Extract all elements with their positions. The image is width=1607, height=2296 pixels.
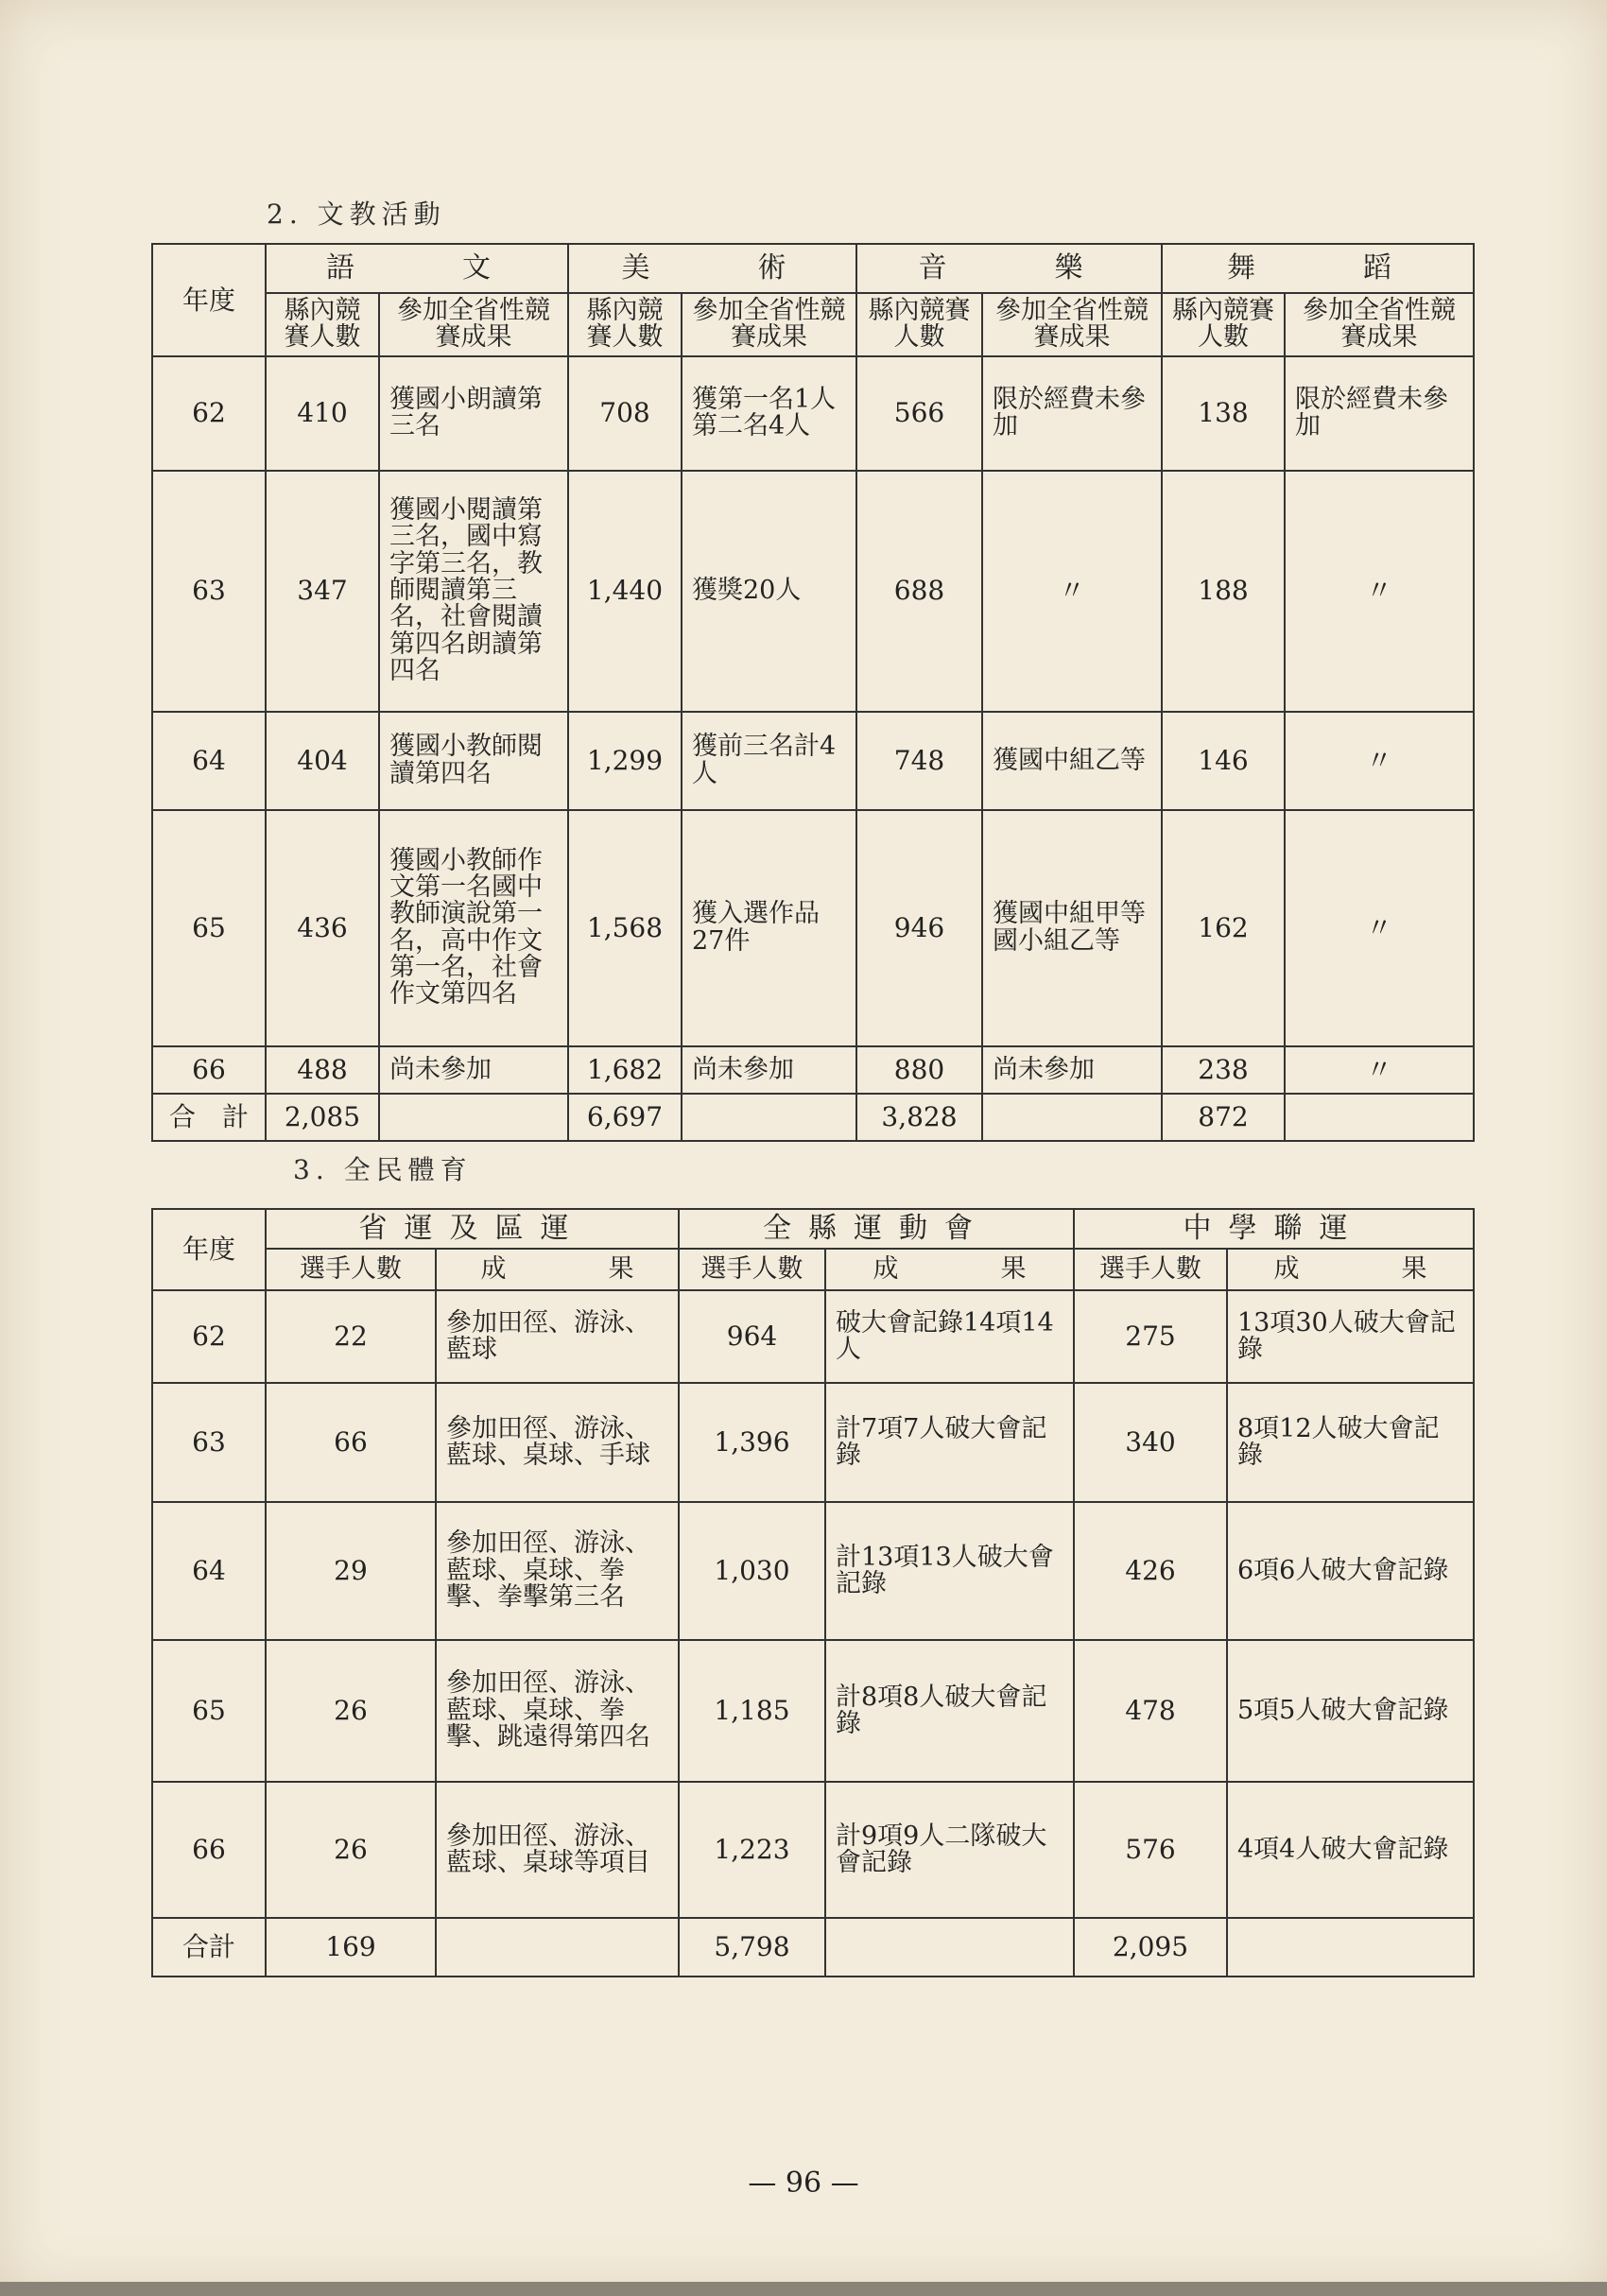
result-cell: 〃 — [1285, 810, 1474, 1046]
empty-cell — [982, 1094, 1162, 1141]
count-cell: 340 — [1074, 1383, 1227, 1502]
table-row — [152, 1782, 1474, 1918]
subheader-result: 成 果 — [825, 1249, 1074, 1290]
result-cell: 計13項13人破大會記錄 — [825, 1502, 1074, 1640]
result-cell: 參加田徑、游泳、藍球 — [436, 1290, 679, 1383]
total-label: 合計 — [152, 1918, 266, 1977]
table-row — [152, 712, 1474, 810]
table-row — [152, 1290, 1474, 1383]
table-row — [152, 1640, 1474, 1782]
total-cell: 6,697 — [568, 1094, 682, 1141]
total-cell: 872 — [1162, 1094, 1285, 1141]
page-number: — 96 — — [748, 2167, 859, 2200]
result-cell: 尚未參加 — [682, 1046, 856, 1094]
header-music: 音 樂 — [856, 244, 1162, 293]
result-cell: 限於經費未參加 — [982, 356, 1162, 471]
result-cell: 〃 — [1285, 712, 1474, 810]
year-cell: 64 — [152, 712, 266, 810]
header-school-games: 中學聯運 — [1074, 1209, 1474, 1249]
count-cell: 1,030 — [679, 1502, 825, 1640]
result-cell: 獲國中組乙等 — [982, 712, 1162, 810]
count-cell: 138 — [1162, 356, 1285, 471]
result-cell: 尚未參加 — [982, 1046, 1162, 1094]
count-cell: 1,223 — [679, 1782, 825, 1918]
result-cell: 〃 — [1285, 1046, 1474, 1094]
header-year: 年度 — [152, 244, 266, 356]
result-cell: 獲國小教師閱讀第四名 — [379, 712, 568, 810]
count-cell: 238 — [1162, 1046, 1285, 1094]
year-cell: 62 — [152, 1290, 266, 1383]
total-cell: 169 — [266, 1918, 436, 1977]
empty-cell — [1227, 1918, 1474, 1977]
count-cell: 22 — [266, 1290, 436, 1383]
total-label: 合 計 — [152, 1094, 266, 1141]
total-cell: 2,085 — [266, 1094, 379, 1141]
subheader-result: 成 果 — [1227, 1249, 1474, 1290]
result-cell: 限於經費未參加 — [1285, 356, 1474, 471]
table-row — [152, 1046, 1474, 1094]
result-cell: 〃 — [982, 471, 1162, 712]
count-cell: 488 — [266, 1046, 379, 1094]
count-cell: 1,440 — [568, 471, 682, 712]
result-cell: 計7項7人破大會記錄 — [825, 1383, 1074, 1502]
count-cell: 1,396 — [679, 1383, 825, 1502]
result-cell: 獲獎20人 — [682, 471, 856, 712]
total-row — [152, 1094, 1474, 1141]
subheader-count: 縣內競賽人數 — [568, 293, 682, 356]
count-cell: 436 — [266, 810, 379, 1046]
count-cell: 275 — [1074, 1290, 1227, 1383]
count-cell: 347 — [266, 471, 379, 712]
subheader-result: 參加全省性競賽成果 — [982, 293, 1162, 356]
table-row — [152, 471, 1474, 712]
header-art: 美 術 — [568, 244, 856, 293]
year-cell: 66 — [152, 1782, 266, 1918]
count-cell: 708 — [568, 356, 682, 471]
subheader-count: 選手人數 — [266, 1249, 436, 1290]
result-cell: 參加田徑、游泳、藍球、桌球、拳擊、跳遠得第四名 — [436, 1640, 679, 1782]
empty-cell — [436, 1918, 679, 1977]
result-cell: 5項5人破大會記錄 — [1227, 1640, 1474, 1782]
result-cell: 計8項8人破大會記錄 — [825, 1640, 1074, 1782]
total-cell: 5,798 — [679, 1918, 825, 1977]
section-title-culture: 2. 文教活動 — [267, 199, 446, 230]
result-cell: 4項4人破大會記錄 — [1227, 1782, 1474, 1918]
count-cell: 410 — [266, 356, 379, 471]
count-cell: 566 — [856, 356, 982, 471]
subheader-result: 參加全省性競賽成果 — [379, 293, 568, 356]
count-cell: 162 — [1162, 810, 1285, 1046]
year-cell: 65 — [152, 810, 266, 1046]
header-language: 語 文 — [266, 244, 568, 293]
count-cell: 880 — [856, 1046, 982, 1094]
total-cell: 3,828 — [856, 1094, 982, 1141]
result-cell: 破大會記錄14項14人 — [825, 1290, 1074, 1383]
subheader-count: 縣內競賽人數 — [856, 293, 982, 356]
subheader-count: 縣內競賽人數 — [266, 293, 379, 356]
table-row — [152, 1383, 1474, 1502]
empty-cell — [825, 1918, 1074, 1977]
result-cell: 獲入選作品27件 — [682, 810, 856, 1046]
count-cell: 1,682 — [568, 1046, 682, 1094]
count-cell: 1,568 — [568, 810, 682, 1046]
result-cell: 尚未參加 — [379, 1046, 568, 1094]
total-cell: 2,095 — [1074, 1918, 1227, 1977]
year-cell: 65 — [152, 1640, 266, 1782]
table-row — [152, 810, 1474, 1046]
count-cell: 964 — [679, 1290, 825, 1383]
subheader-count: 選手人數 — [679, 1249, 825, 1290]
culture-activities-table — [151, 243, 1475, 1142]
table-row — [152, 1502, 1474, 1640]
total-row — [152, 1918, 1474, 1977]
count-cell: 146 — [1162, 712, 1285, 810]
result-cell: 8項12人破大會記錄 — [1227, 1383, 1474, 1502]
result-cell: 獲第一名1人第二名4人 — [682, 356, 856, 471]
count-cell: 426 — [1074, 1502, 1227, 1640]
subheader-count: 選手人數 — [1074, 1249, 1227, 1290]
count-cell: 688 — [856, 471, 982, 712]
subheader-count: 縣內競賽人數 — [1162, 293, 1285, 356]
count-cell: 26 — [266, 1640, 436, 1782]
count-cell: 946 — [856, 810, 982, 1046]
year-cell: 63 — [152, 1383, 266, 1502]
result-cell: 獲國小朗讀第三名 — [379, 356, 568, 471]
count-cell: 748 — [856, 712, 982, 810]
year-cell: 63 — [152, 471, 266, 712]
empty-cell — [682, 1094, 856, 1141]
subheader-result: 參加全省性競賽成果 — [1285, 293, 1474, 356]
year-cell: 62 — [152, 356, 266, 471]
subheader-result: 成 果 — [436, 1249, 679, 1290]
result-cell: 參加田徑、游泳、藍球、桌球等項目 — [436, 1782, 679, 1918]
header-county-games: 全縣運動會 — [679, 1209, 1074, 1249]
count-cell: 188 — [1162, 471, 1285, 712]
empty-cell — [1285, 1094, 1474, 1141]
result-cell: 13項30人破大會記錄 — [1227, 1290, 1474, 1383]
header-year: 年度 — [152, 1209, 266, 1290]
sports-table — [151, 1208, 1475, 1977]
scan-bottom-edge — [0, 2282, 1607, 2296]
result-cell: 獲國中組甲等國小組乙等 — [982, 810, 1162, 1046]
year-cell: 64 — [152, 1502, 266, 1640]
result-cell: 6項6人破大會記錄 — [1227, 1502, 1474, 1640]
count-cell: 576 — [1074, 1782, 1227, 1918]
header-provincial-games: 省運及區運 — [266, 1209, 679, 1249]
header-dance: 舞 蹈 — [1162, 244, 1474, 293]
count-cell: 478 — [1074, 1640, 1227, 1782]
count-cell: 404 — [266, 712, 379, 810]
result-cell: 獲國小教師作文第一名國中教師演說第一名，高中作文第一名，社會作文第四名 — [379, 810, 568, 1046]
empty-cell — [379, 1094, 568, 1141]
subheader-result: 參加全省性競賽成果 — [682, 293, 856, 356]
section-title-sports: 3. 全民體育 — [293, 1154, 473, 1185]
result-cell: 計9項9人二隊破大會記錄 — [825, 1782, 1074, 1918]
table-row — [152, 356, 1474, 471]
result-cell: 獲國小閱讀第三名，國中寫字第三名，教師閱讀第三名，社會閱讀第四名朗讀第四名 — [379, 471, 568, 712]
count-cell: 29 — [266, 1502, 436, 1640]
count-cell: 26 — [266, 1782, 436, 1918]
count-cell: 66 — [266, 1383, 436, 1502]
count-cell: 1,299 — [568, 712, 682, 810]
result-cell: 參加田徑、游泳、藍球、桌球、手球 — [436, 1383, 679, 1502]
count-cell: 1,185 — [679, 1640, 825, 1782]
result-cell: 〃 — [1285, 471, 1474, 712]
year-cell: 66 — [152, 1046, 266, 1094]
result-cell: 參加田徑、游泳、藍球、桌球、拳擊、拳擊第三名 — [436, 1502, 679, 1640]
result-cell: 獲前三名計4人 — [682, 712, 856, 810]
